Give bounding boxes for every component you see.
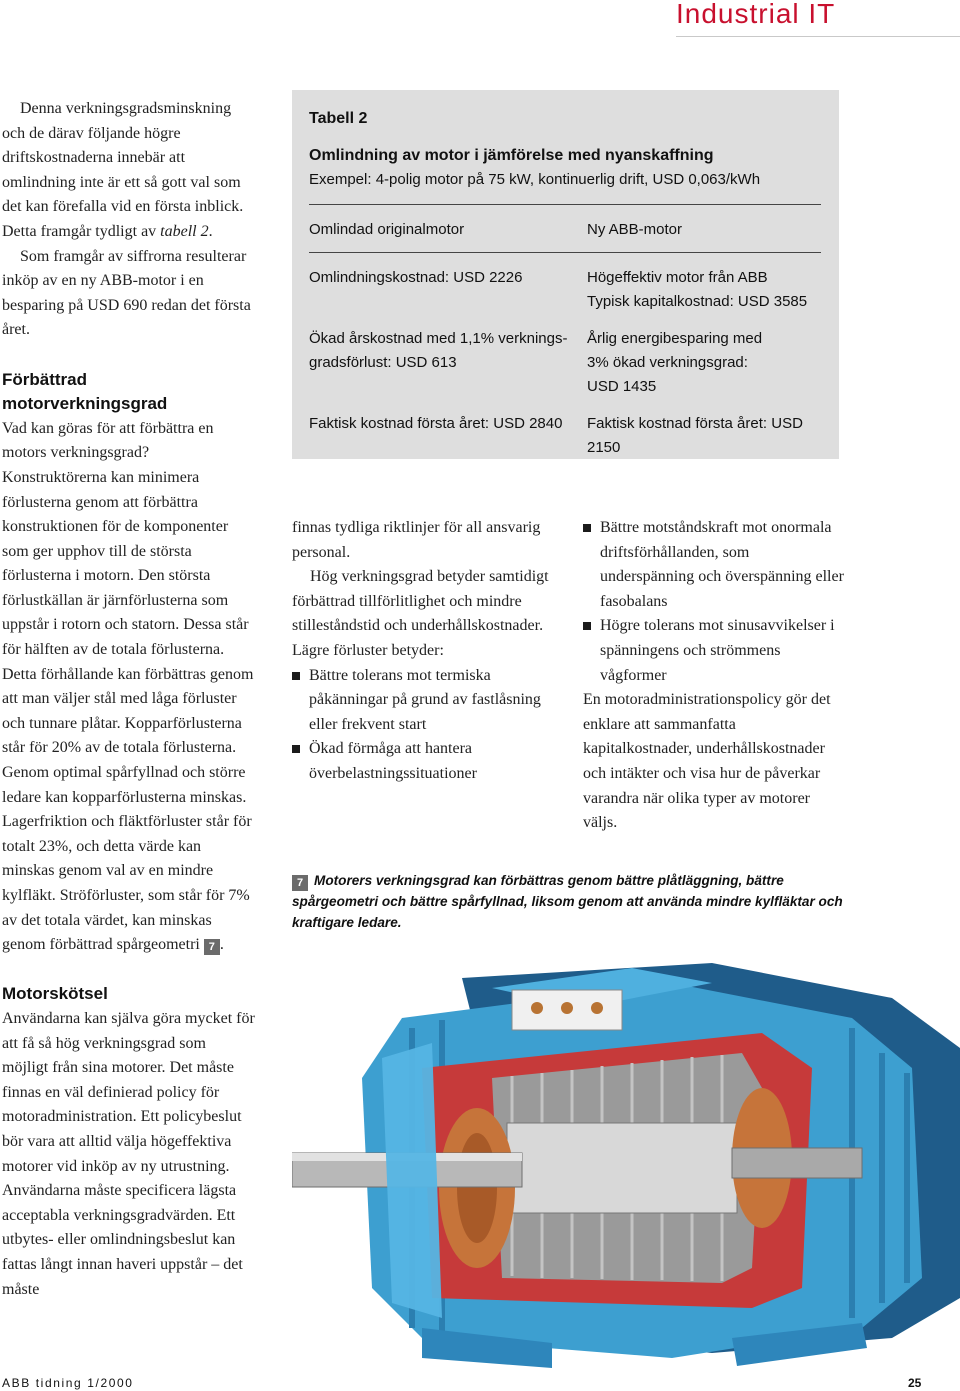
section-heading: Motorskötsel [2, 984, 108, 1004]
list-item: Bättre tolerans mot termiska påkänningar på grund av fastlåsning eller frekvent start [292, 664, 554, 738]
column-right [583, 516, 845, 836]
caption-text: Motorers verkningsgrad kan förbättras genom bättre plåtläggning, bättre spårgeometri och bättre spårfyllnad, liksom genom att använda mindre kylfläktar och kraftigare ledare. [292, 873, 843, 930]
column-left [2, 97, 256, 1302]
paragraph [2, 97, 256, 245]
page-number: 25 [908, 1376, 922, 1390]
figure-reference-badge: 7 [204, 939, 220, 955]
table-cell: Årlig energibesparing med [587, 330, 763, 347]
paragraph: Användarna kan själva göra mycket för att få så hög verkningsgrad som möjligt från sina motorer. Det måste finnas en väl definierad policy för motoradministration. Ett policybeslut bör vara att alltid välja högeffektiva motorer vid inköp av ny utrustning. Användarna måste specificera lägsta acceptabla verkningsgradvärden. Ett utbytes- eller omlindningsbeslut kan fattas långt innan haveri uppstår – det måste [2, 1009, 255, 1298]
table-cell: Ökad årskostnad med 1,1% verknings- [309, 330, 568, 347]
table-cell: USD 1435 [587, 378, 657, 395]
table-subtitle: Exempel: 4-polig motor på 75 kW, kontinuerlig drift, USD 0,063/kWh [309, 171, 761, 188]
text: Denna verkningsgradsminskning och de därav följande högre driftskostnaderna innebär att omlindning inte är ett så gott val som det kan förefalla vid en första inblick. Detta framgår tydligt av [2, 100, 244, 240]
list-item: Bättre motståndskraft mot onormala driftsförhållanden, som underspänning och överspänning eller fasobalans [583, 516, 845, 614]
bullet-list [583, 516, 845, 688]
table-label: Tabell 2 [309, 110, 368, 127]
table-cell: Högeffektiv motor från ABB [587, 269, 768, 286]
column-middle [292, 516, 554, 787]
column-header-right: Ny ABB-motor [587, 221, 683, 238]
table-box [292, 90, 839, 459]
table-title: Omlindning av motor i jämförelse med nyanskaffning [309, 147, 714, 164]
motor-cutaway-illustration [292, 958, 960, 1378]
table-cell: Typisk kapitalkostnad: USD 3585 [587, 293, 808, 310]
text: . [208, 222, 213, 240]
page-header-title: Industrial IT [676, 0, 836, 29]
table-reference: tabell 2 [160, 222, 209, 240]
footer-publication: ABB tidning 1/2000 [2, 1376, 134, 1390]
table-cell: Faktisk kostnad första året: USD 2840 [309, 415, 563, 432]
section-heading: Förbättrad motorverkningsgrad [2, 369, 168, 414]
text: Vad kan göras för att förbättra en motors verkningsgrad? Konstruktörerna kan minimera förlusterna genom att förbättra konstruktionen för de komponenter som ger upphov till de största förlusterna i motorn. Den största förlustkällan är järnförlusterna som uppstår i rotorn och statorn. Dessa står för hälften av de totala förlusterna. Detta förhållande kan förbättras genom att man väljer stål med låga förluster och tunnare plåtar. Kopparförlusterna står för 20% av de totala förlusterna. Genom optimal spårfyllnad och större ledare kan kopparförlusterna minskas. Lagerfriktion och fläktförluster står för totalt 23%, och detta värde kan minskas genom val av en mindre kylfläkt. Ströförluster, som står för 7% av det totala värdet, kan minskas genom förbättrad spårgeometri [2, 419, 254, 954]
table-rule [309, 252, 821, 253]
table-cell: 3% ökad verkningsgrad: [587, 354, 748, 371]
table-rule [309, 204, 821, 205]
figure-caption [292, 870, 852, 933]
figure-number-badge: 7 [292, 875, 308, 891]
paragraph: Hög verkningsgrad betyder samtidigt förbättrad tillförlitlighet och mindre stilleståndstid och underhållskostnader. Lägre förluster betyder: [292, 568, 549, 659]
bullet-list [292, 664, 554, 787]
table-cell: Omlindningskostnad: USD 2226 [309, 269, 523, 286]
paragraph: Som framgår av siffrorna resulterar inköp av en ny ABB-motor i en besparing på USD 690 redan det första året. [2, 247, 251, 339]
paragraph [2, 417, 256, 958]
spacer [2, 343, 256, 368]
paragraph: finnas tydliga riktlinjer för all ansvarig personal. [292, 519, 541, 561]
table-cell: gradsförlust: USD 613 [309, 354, 457, 371]
text: . [219, 936, 224, 954]
spacer [2, 958, 256, 983]
paragraph: En motoradministrationspolicy gör det enklare att sammanfatta kapitalkostnader, underhållskostnader och intäkter och visa hur de påverkar varandra när olika typer av motorer väljs. [583, 691, 831, 832]
table-cell: Faktisk kostnad första året: USD 2150 [587, 415, 803, 457]
column-header-left: Omlindad originalmotor [309, 221, 465, 238]
list-item: Ökad förmåga att hantera överbelastningssituationer [292, 737, 554, 786]
header-rule [676, 36, 960, 37]
list-item: Högre tolerans mot sinusavvikelser i spänningens och strömmens vågformer [583, 614, 845, 688]
